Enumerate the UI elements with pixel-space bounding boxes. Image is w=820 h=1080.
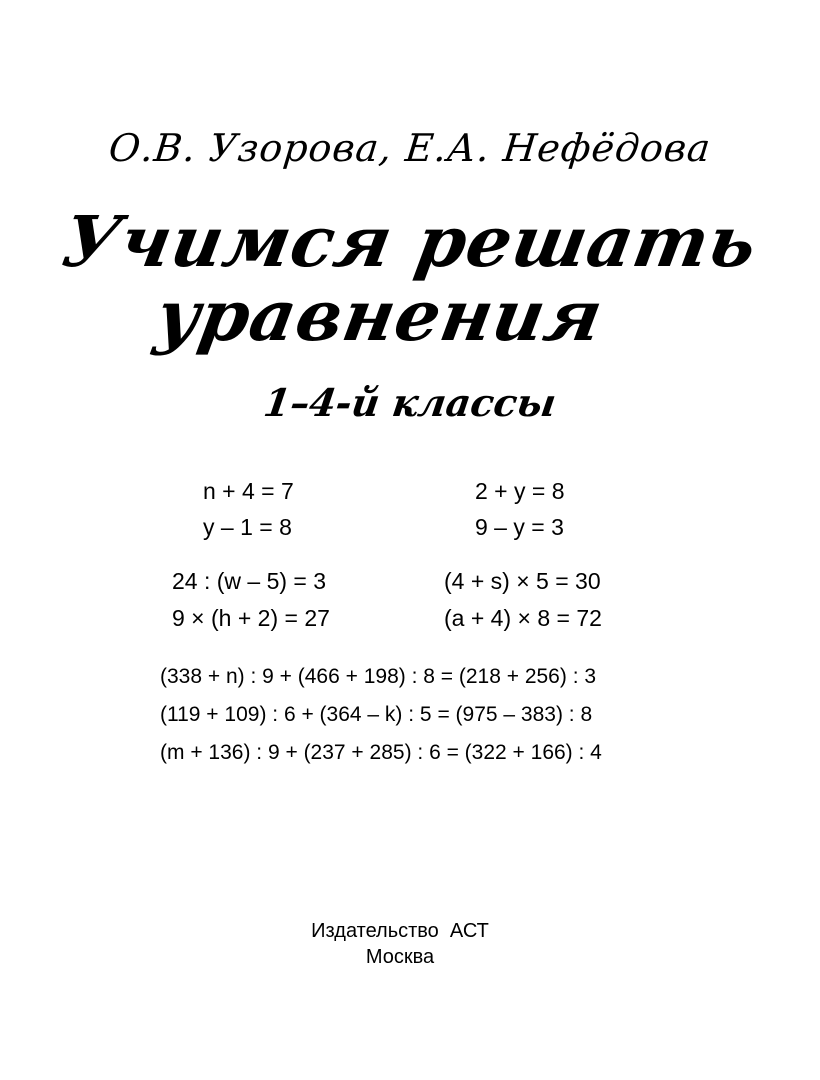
grades-subtitle: 1–4-й классы (261, 380, 559, 425)
equation-complex-1: (338 + n) : 9 + (466 + 198) : 8 = (218 + 256) : 3 (160, 665, 597, 688)
equation-simple-left-1: n + 4 = 7 (203, 478, 294, 504)
book-title-line-1: Учимся решать (56, 200, 764, 283)
equation-simple-left-2: y – 1 = 8 (203, 514, 292, 540)
authors: О.В. Узорова, Е.А. Нефёдова (106, 126, 714, 170)
equation-simple-right-2: 9 – y = 3 (475, 514, 564, 540)
equation-medium-right-1: (4 + s) × 5 = 30 (444, 568, 601, 594)
book-title-line-2: уравнения (150, 274, 610, 357)
equation-medium-left-1: 24 : (w – 5) = 3 (172, 568, 327, 594)
publisher-name: Издательство АСТ (311, 920, 489, 942)
equation-simple-right-1: 2 + y = 8 (475, 478, 565, 504)
equation-medium-left-2: 9 × (h + 2) = 27 (172, 605, 330, 631)
equation-complex-3: (m + 136) : 9 + (237 + 285) : 6 = (322 + 166) : 4 (160, 741, 602, 764)
publisher-city: Москва (365, 946, 435, 968)
equation-complex-2: (119 + 109) : 6 + (364 – k) : 5 = (975 – 383) : 8 (160, 703, 593, 726)
equation-medium-right-2: (a + 4) × 8 = 72 (444, 605, 602, 631)
